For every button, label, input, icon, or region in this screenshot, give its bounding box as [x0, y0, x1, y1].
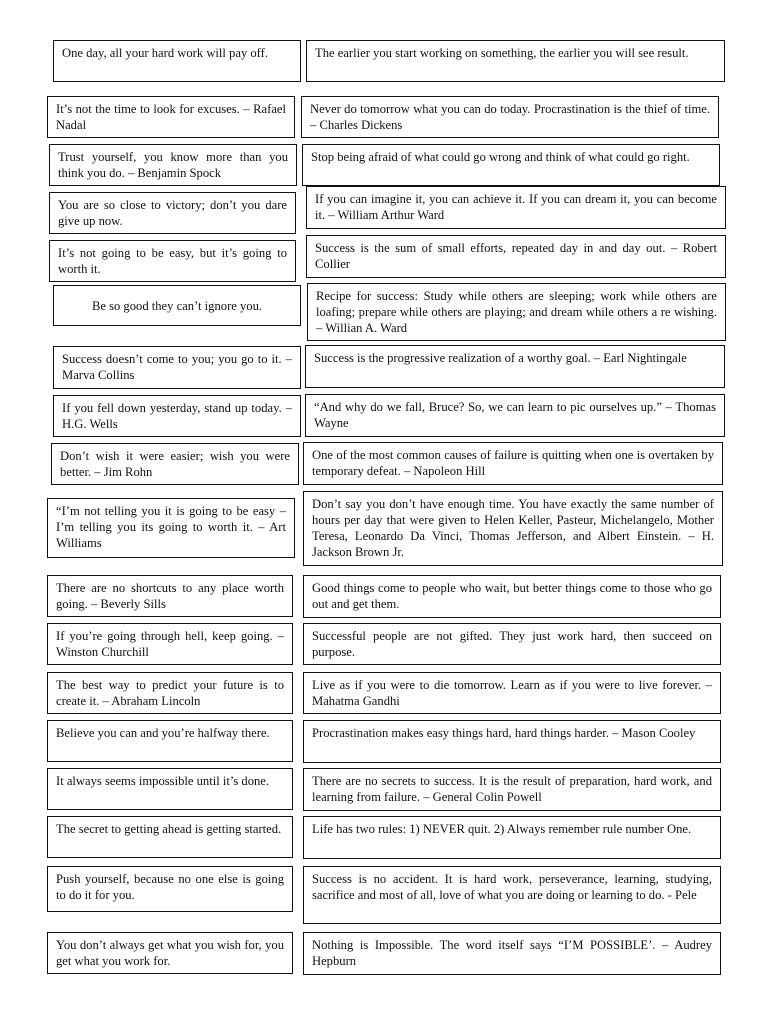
quote-card: It’s not going to be easy, but it’s going to worth it. — [49, 240, 296, 282]
quote-card: Procrastination makes easy things hard, hard things harder. – Mason Cooley — [303, 720, 721, 763]
quote-card: Don’t wish it were easier; wish you were better. – Jim Rohn — [51, 443, 299, 485]
quote-card: There are no shortcuts to any place worth going. – Beverly Sills — [47, 575, 293, 617]
quote-card: If you can imagine it, you can achieve it. If you can dream it, you can become it. – William Arthur Ward — [306, 186, 726, 229]
quote-card: One of the most common causes of failure is quitting when one is overtaken by temporary defeat. – Napoleon Hill — [303, 442, 723, 485]
quote-card: The secret to getting ahead is getting started. — [47, 816, 293, 858]
quote-card: Success doesn’t come to you; you go to it. – Marva Collins — [53, 346, 301, 389]
quote-card: You don’t always get what you wish for, you get what you work for. — [47, 932, 293, 974]
quote-card: Good things come to people who wait, but better things come to those who go out and get them. — [303, 575, 721, 618]
quote-card: “I’m not telling you it is going to be easy – I’m telling you its going to worth it. – Art Williams — [47, 498, 295, 558]
quote-card: If you fell down yesterday, stand up today. – H.G. Wells — [53, 395, 301, 437]
quote-card: You are so close to victory; don’t you dare give up now. — [49, 192, 296, 234]
quote-card: The best way to predict your future is to create it. – Abraham Lincoln — [47, 672, 293, 714]
quote-card: Success is the sum of small efforts, repeated day in and day out. – Robert Collier — [306, 235, 726, 278]
quote-card: Success is no accident. It is hard work, perseverance, learning, studying, sacrifice and most of all, love of what you are doing or learning to do. - Pele — [303, 866, 721, 924]
quote-card: There are no secrets to success. It is the result of preparation, hard work, and learning from failure. – General Colin Powell — [303, 768, 721, 811]
quote-card: If you’re going through hell, keep going. – Winston Churchill — [47, 623, 293, 665]
quote-card: It’s not the time to look for excuses. – Rafael Nadal — [47, 96, 295, 138]
quote-card: Stop being afraid of what could go wrong and think of what could go right. — [302, 144, 720, 186]
quote-card: Believe you can and you’re halfway there. — [47, 720, 293, 762]
quote-card: Nothing is Impossible. The word itself says “I’M POSSIBLE’. – Audrey Hepburn — [303, 932, 721, 975]
quote-card: The earlier you start working on something, the earlier you will see result. — [306, 40, 725, 82]
quote-card: Trust yourself, you know more than you think you do. – Benjamin Spock — [49, 144, 297, 186]
quote-card: Recipe for success: Study while others are sleeping; work while others are loafing; prepare while others are playing; and dream while others a re wishing. – Willian A. Ward — [307, 283, 726, 341]
quote-card: Don’t say you don’t have enough time. You have exactly the same number of hours per day that were given to Helen Keller, Pasteur, Michelangelo, Mother Teresa, Leonardo Da Vinci, Thomas Jefferson, and Albert Einstein. – H. Jackson Brown Jr. — [303, 491, 723, 566]
quote-card: Successful people are not gifted. They just work hard, then succeed on purpose. — [303, 623, 721, 665]
quote-card: It always seems impossible until it’s done. — [47, 768, 293, 810]
quote-card: Live as if you were to die tomorrow. Learn as if you were to live forever. – Mahatma Gandhi — [303, 672, 721, 714]
quote-card: One day, all your hard work will pay off. — [53, 40, 301, 82]
quote-card: Life has two rules: 1) NEVER quit. 2) Always remember rule number One. — [303, 816, 721, 859]
quote-card: “And why do we fall, Bruce? So, we can learn to pic ourselves up.” – Thomas Wayne — [305, 394, 725, 437]
quote-card: Success is the progressive realization of a worthy goal. – Earl Nightingale — [305, 345, 725, 388]
quote-card: Push yourself, because no one else is going to do it for you. — [47, 866, 293, 912]
quote-card: Never do tomorrow what you can do today. Procrastination is the thief of time. – Charles Dickens — [301, 96, 719, 138]
quote-card: Be so good they can’t ignore you. — [53, 285, 301, 326]
